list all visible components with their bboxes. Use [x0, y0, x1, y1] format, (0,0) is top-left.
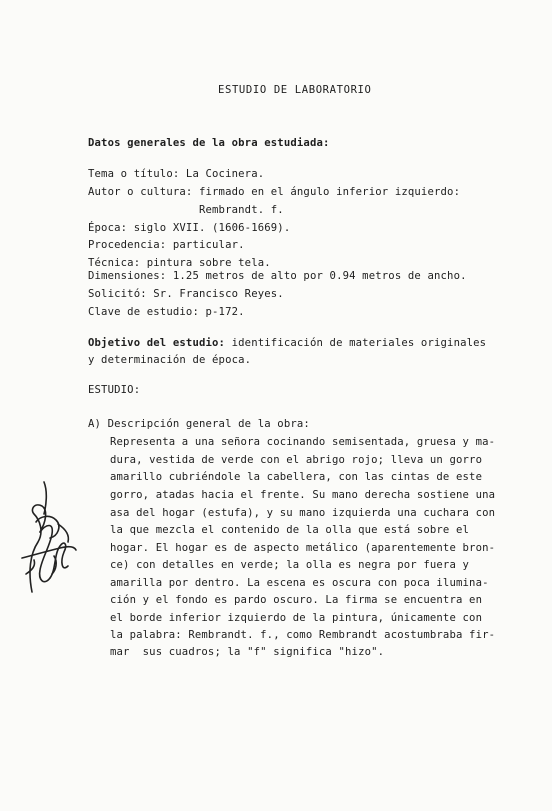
- section-a-line: asa del hogar (estufa), y su mano izquierda una cuchara con: [110, 507, 496, 519]
- section-a-line: ción y el fondo es pardo oscuro. La firma se encuentra en: [110, 594, 483, 606]
- section-a-line: amarillo cubriéndole la cabellera, con las cintas de este: [110, 471, 483, 483]
- section-a-line: ce) con detalles en verde; la olla es negra por fuera y: [110, 559, 470, 571]
- general-item-dimensions: Dimensiones: 1.25 metros de alto por 0.94 metros de ancho.: [88, 270, 467, 282]
- objective-line-1: [88, 337, 486, 349]
- general-item-provenance: Procedencia: particular.: [88, 239, 245, 251]
- general-item-study-code: Clave de estudio: p-172.: [88, 306, 245, 318]
- objective-text: identificación de materiales originales: [225, 337, 487, 349]
- objective-line-2: y determinación de época.: [88, 354, 252, 366]
- general-item-technique: Técnica: pintura sobre tela.: [88, 257, 271, 269]
- section-a-line: amarilla por dentro. La escena es oscura con poca ilumina-: [110, 577, 489, 589]
- section-a-heading: A) Descripción general de la obra:: [88, 418, 310, 430]
- section-a-line: mar sus cuadros; la "f" significa "hizo".: [110, 646, 385, 658]
- general-item-period: Época: siglo XVII. (1606-1669).: [88, 222, 291, 234]
- document-title: ESTUDIO DE LABORATORIO: [218, 84, 372, 96]
- section-a-line: Representa a una señora cocinando semisentada, gruesa y ma-: [110, 436, 496, 448]
- section-a-line: dura, vestida de verde con el abrigo rojo; lleva un gorro: [110, 454, 483, 466]
- study-heading: ESTUDIO:: [88, 384, 141, 396]
- handwritten-signature: [10, 462, 80, 600]
- section-a-line: hogar. El hogar es de aspecto metálico (aparentemente bron-: [110, 542, 496, 554]
- general-item-author: Autor o cultura: firmado en el ángulo inferior izquierdo:: [88, 186, 461, 198]
- section-a-line: la palabra: Rembrandt. f., como Rembrandt acostumbraba fir-: [110, 629, 496, 641]
- section-a-line: el borde inferior izquierdo de la pintura, únicamente con: [110, 612, 483, 624]
- general-item-topic: Tema o título: La Cocinera.: [88, 168, 265, 180]
- section-a-line: la que mezcla el contenido de la olla que está sobre el: [110, 524, 470, 536]
- objective-label: Objetivo del estudio:: [88, 337, 226, 349]
- section-a-line: gorro, atadas hacia el frente. Su mano derecha sostiene una: [110, 489, 496, 501]
- general-item-signature: Rembrandt. f.: [88, 204, 284, 216]
- general-item-requester: Solicitó: Sr. Francisco Reyes.: [88, 288, 284, 300]
- general-data-heading: Datos generales de la obra estudiada:: [88, 137, 330, 149]
